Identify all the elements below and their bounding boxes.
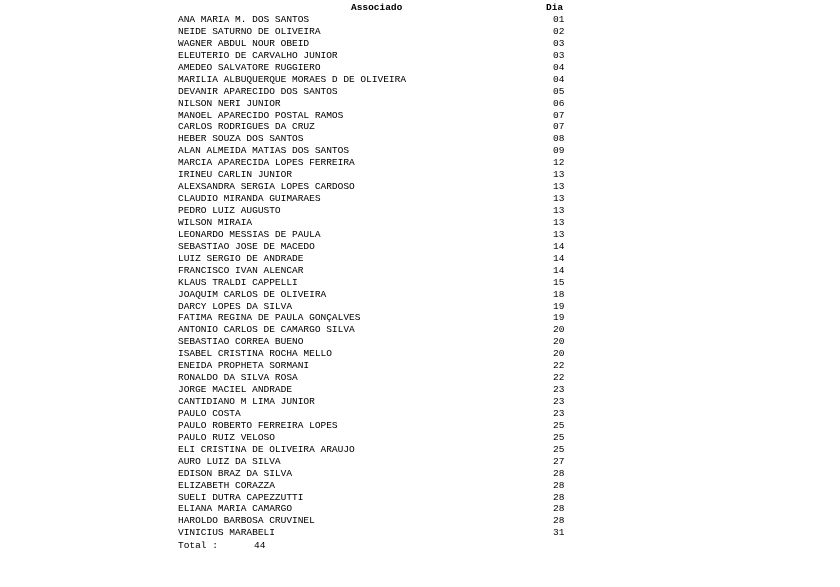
member-name: WILSON MIRAIA [178, 216, 253, 228]
member-name: ELIZABETH CORAZZA [178, 479, 275, 491]
member-day: 23 [553, 407, 565, 419]
member-name: ENEIDA PROPHETA SORMANI [178, 360, 310, 372]
member-day: 04 [553, 61, 565, 73]
list-item [178, 480, 578, 492]
member-day: 28 [553, 503, 565, 515]
column-header-dia: Dia [546, 2, 564, 13]
member-name: DEVANIR APARECIDO DOS SANTOS [178, 85, 338, 97]
member-day: 12 [553, 157, 565, 169]
list-item [178, 181, 578, 193]
list-item [178, 372, 578, 384]
member-day: 03 [553, 37, 565, 49]
member-day: 13 [553, 205, 565, 216]
list-item [178, 26, 578, 38]
list-item [178, 121, 578, 133]
member-day: 01 [553, 14, 565, 25]
member-name: HEBER SOUZA DOS SANTOS [178, 133, 304, 145]
member-name: SUELI DUTRA CAPEZZUTTI [178, 491, 304, 503]
list-item [178, 408, 578, 420]
member-name: CLAUDIO MIRANDA GUIMARAES [178, 193, 321, 205]
member-day: 15 [553, 276, 565, 288]
list-item [178, 229, 578, 241]
member-name: NEIDE SATURNO DE OLIVEIRA [178, 25, 321, 37]
member-day: 27 [553, 455, 565, 467]
member-day: 22 [553, 360, 565, 372]
member-day: 28 [553, 491, 565, 503]
list-item [178, 98, 578, 110]
member-name: ELIANA MARIA CAMARGO [178, 503, 293, 515]
member-list [178, 14, 578, 539]
member-name: KLAUS TRALDI CAPPELLI [178, 276, 298, 288]
list-item [178, 217, 578, 229]
list-item [178, 157, 578, 169]
list-item [178, 384, 578, 396]
list-item [178, 50, 578, 62]
member-day: 22 [553, 372, 565, 384]
member-day: 07 [553, 109, 565, 121]
list-item [178, 336, 578, 348]
member-name: ALEXSANDRA SERGIA LOPES CARDOSO [178, 181, 355, 193]
list-item [178, 14, 578, 26]
member-name: ANA MARIA M. DOS SANTOS [178, 14, 310, 25]
member-name: CANTIDIANO M LIMA JUNIOR [178, 396, 315, 407]
list-item [178, 444, 578, 456]
birthday-report [178, 2, 578, 551]
list-item [178, 468, 578, 480]
member-day: 13 [553, 193, 565, 205]
list-item [178, 133, 578, 145]
member-day: 28 [553, 479, 565, 491]
member-name: EDISON BRAZ DA SILVA [178, 467, 293, 479]
member-day: 25 [553, 419, 565, 431]
member-name: ELEUTERIO DE CARVALHO JUNIOR [178, 49, 338, 61]
member-day: 05 [553, 85, 565, 97]
member-day: 14 [553, 240, 565, 252]
member-name: JOAQUIM CARLOS DE OLIVEIRA [178, 288, 327, 300]
member-day: 23 [553, 384, 565, 396]
member-name: CARLOS RODRIGUES DA CRUZ [178, 121, 315, 133]
member-name: ALAN ALMEIDA MATIAS DOS SANTOS [178, 145, 350, 157]
member-day: 19 [553, 300, 565, 312]
list-item [178, 253, 578, 265]
member-name: DARCY LOPES DA SILVA [178, 300, 293, 312]
list-item [178, 265, 578, 277]
list-item [178, 396, 578, 408]
list-item [178, 324, 578, 336]
member-name: MANOEL APARECIDO POSTAL RAMOS [178, 109, 344, 121]
list-item [178, 289, 578, 301]
list-item [178, 62, 578, 74]
member-name: RONALDO DA SILVA ROSA [178, 372, 298, 384]
list-item [178, 492, 578, 504]
member-name: AMEDEO SALVATORE RUGGIERO [178, 61, 321, 73]
member-name: PEDRO LUIZ AUGUSTO [178, 205, 281, 216]
member-day: 13 [553, 228, 565, 240]
member-day: 18 [553, 288, 565, 300]
member-name: HAROLDO BARBOSA CRUVINEL [178, 515, 315, 527]
member-day: 03 [553, 49, 565, 61]
member-day: 07 [553, 121, 565, 133]
member-day: 28 [553, 515, 565, 527]
member-name: SEBASTIAO JOSE DE MACEDO [178, 240, 315, 252]
member-day: 20 [553, 324, 565, 336]
member-name: IRINEU CARLIN JUNIOR [178, 169, 293, 181]
list-item [178, 86, 578, 98]
member-day: 04 [553, 73, 565, 85]
member-name: FRANCISCO IVAN ALENCAR [178, 264, 304, 276]
member-day: 19 [553, 312, 565, 324]
list-item [178, 193, 578, 205]
list-item [178, 420, 578, 432]
list-item [178, 348, 578, 360]
member-day: 02 [553, 25, 565, 37]
member-name: MARCIA APARECIDA LOPES FERREIRA [178, 157, 355, 169]
member-day: 20 [553, 348, 565, 360]
member-day: 28 [553, 467, 565, 479]
member-day: 13 [553, 216, 565, 228]
list-item [178, 277, 578, 289]
report-header [178, 2, 578, 14]
list-item [178, 456, 578, 468]
member-name: AURO LUIZ DA SILVA [178, 455, 281, 467]
member-day: 20 [553, 336, 565, 348]
report-total [178, 539, 578, 551]
member-name: NILSON NERI JUNIOR [178, 97, 281, 109]
list-item [178, 145, 578, 157]
list-item [178, 503, 578, 515]
list-item [178, 515, 578, 527]
member-day: 25 [553, 431, 565, 443]
list-item [178, 74, 578, 86]
member-name: VINICIUS MARABELI [178, 527, 275, 539]
total-value: 44 [254, 540, 266, 552]
member-name: SEBASTIAO CORREA BUENO [178, 336, 304, 348]
list-item [178, 432, 578, 444]
member-day: 31 [553, 527, 565, 539]
list-item [178, 527, 578, 539]
member-day: 25 [553, 443, 565, 455]
member-day: 13 [553, 169, 565, 181]
member-name: PAULO COSTA [178, 407, 241, 419]
member-name: JORGE MACIEL ANDRADE [178, 384, 293, 396]
member-name: PAULO ROBERTO FERREIRA LOPES [178, 419, 338, 431]
list-item [178, 241, 578, 253]
member-name: LUIZ SERGIO DE ANDRADE [178, 252, 304, 264]
member-name: PAULO RUIZ VELOSO [178, 431, 275, 443]
member-day: 14 [553, 252, 565, 264]
list-item [178, 205, 578, 217]
member-name: ELI CRISTINA DE OLIVEIRA ARAUJO [178, 443, 355, 455]
member-day: 06 [553, 97, 565, 109]
column-header-associado: Associado [351, 2, 403, 13]
list-item [178, 110, 578, 122]
list-item [178, 360, 578, 372]
member-name: WAGNER ABDUL NOUR OBEID [178, 37, 310, 49]
member-day: 09 [553, 145, 565, 157]
member-name: MARILIA ALBUQUERQUE MORAES D DE OLIVEIRA [178, 73, 407, 85]
list-item [178, 301, 578, 313]
total-label: Total : [178, 540, 218, 552]
member-name: ISABEL CRISTINA ROCHA MELLO [178, 348, 332, 360]
member-name: ANTONIO CARLOS DE CAMARGO SILVA [178, 324, 355, 336]
member-day: 13 [553, 181, 565, 193]
member-day: 14 [553, 264, 565, 276]
member-day: 08 [553, 133, 565, 145]
member-day: 23 [553, 396, 565, 407]
list-item [178, 312, 578, 324]
member-name: FATIMA REGINA DE PAULA GONÇALVES [178, 312, 361, 324]
list-item [178, 169, 578, 181]
list-item [178, 38, 578, 50]
member-name: LEONARDO MESSIAS DE PAULA [178, 228, 321, 240]
